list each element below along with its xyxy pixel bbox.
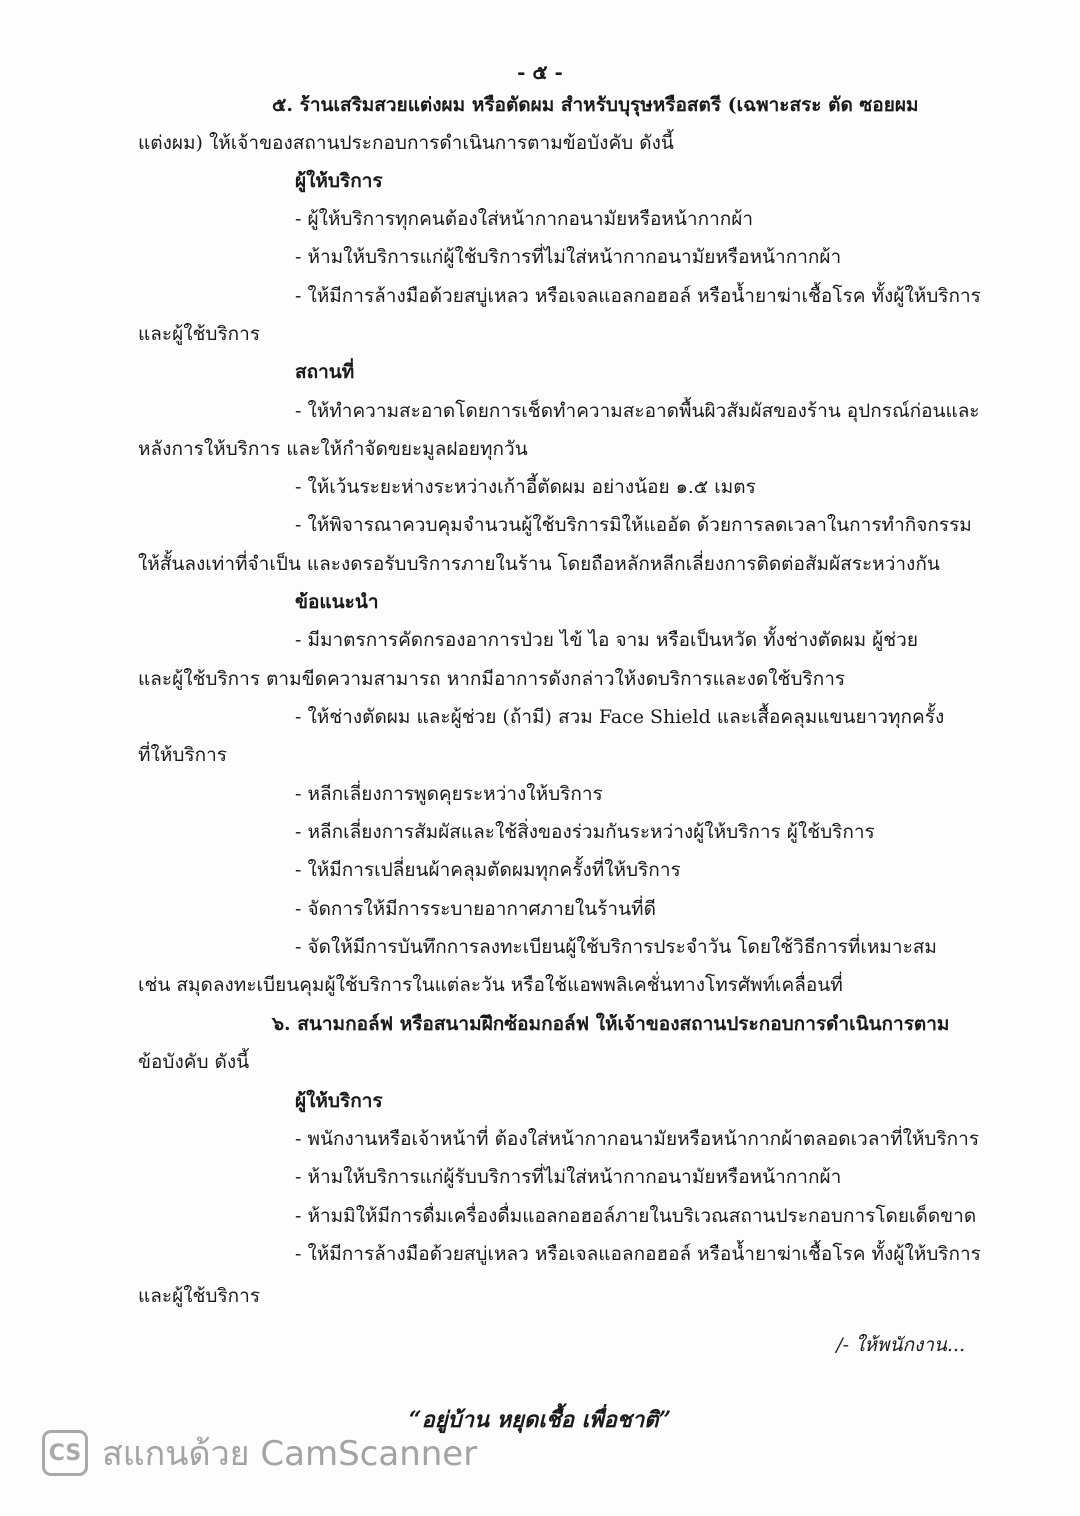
- body-line: และผู้ใช้บริการ: [138, 1285, 261, 1307]
- bullet-line: - ห้ามให้บริการแก่ผู้ใช้บริการที่ไม่ใส่หน้ากากอนามัยหรือหน้ากากผ้า: [295, 246, 842, 268]
- continuation-note: /- ให้พนักงาน...: [836, 1334, 965, 1356]
- bullet-line: - พนักงานหรือเจ้าหน้าที่ ต้องใส่หน้ากากอนามัยหรือหน้ากากผ้าตลอดเวลาที่ให้บริการ: [295, 1128, 980, 1150]
- subheading-place: สถานที่: [295, 361, 355, 383]
- bullet-line: - ให้มีการเปลี่ยนผ้าคลุมตัดผมทุกครั้งที่ให้บริการ: [295, 859, 681, 881]
- bullet-line: - ให้มีการล้างมือด้วยสบู่เหลว หรือเจลแอลกอฮอล์ หรือน้ำยาฆ่าเชื้อโรค ทั้งผู้ให้บริการ: [295, 285, 981, 307]
- body-line: และผู้ใช้บริการ: [138, 323, 261, 345]
- bullet-line: - ให้มีการล้างมือด้วยสบู่เหลว หรือเจลแอลกอฮอล์ หรือน้ำยาฆ่าเชื้อโรค ทั้งผู้ให้บริการ: [295, 1243, 981, 1265]
- bullet-line: - ให้ทำความสะอาดโดยการเช็ดทำความสะอาดพื้นผิวสัมผัสของร้าน อุปกรณ์ก่อนและ: [295, 400, 980, 422]
- bullet-line: - ห้ามให้บริการแก่ผู้รับบริการที่ไม่ใส่หน้ากากอนามัยหรือหน้ากากผ้า: [295, 1166, 842, 1188]
- camscanner-watermark: [42, 1426, 477, 1480]
- section-5-heading: ๕. ร้านเสริมสวยแต่งผม หรือตัดผม สำหรับบุรุษหรือสตรี (เฉพาะสระ ตัด ซอยผม: [272, 94, 919, 116]
- bullet-line: - ห้ามมิให้มีการดื่มเครื่องดื่มแอลกอฮอล์ภายในบริเวณสถานประกอบการโดยเด็ดขาด: [295, 1205, 977, 1227]
- body-line: หลังการให้บริการ และให้กำจัดขยะมูลฝอยทุกวัน: [138, 438, 528, 460]
- watermark-text: สแกนด้วย CamScanner: [102, 1434, 478, 1474]
- subheading-provider: ผู้ให้บริการ: [295, 1090, 383, 1112]
- bullet-line: - ให้เว้นระยะห่างระหว่างเก้าอี้ตัดผม อย่างน้อย ๑.๕ เมตร: [295, 476, 756, 498]
- footer-motto: “อยู่บ้าน หยุดเชื้อ เพื่อชาติ”: [408, 1407, 672, 1433]
- body-line: ที่ให้บริการ: [138, 744, 227, 766]
- bullet-line: - จัดให้มีการบันทึกการลงทะเบียนผู้ใช้บริการประจำวัน โดยใช้วิธีการที่เหมาะสม: [295, 936, 937, 958]
- body-line: ให้สั้นลงเท่าที่จำเป็น และงดรอรับบริการภายในร้าน โดยถือหลักหลีกเลี่ยงการติดต่อสัมผัสระหว่างกัน: [138, 553, 940, 575]
- section-6-heading: ๖. สนามกอล์ฟ หรือสนามฝึกซ้อมกอล์ฟ ให้เจ้าของสถานประกอบการดำเนินการตาม: [272, 1013, 950, 1035]
- bullet-line: - จัดการให้มีการระบายอากาศภายในร้านที่ดี: [295, 898, 656, 920]
- bullet-line: - ผู้ให้บริการทุกคนต้องใส่หน้ากากอนามัยหรือหน้ากากผ้า: [295, 208, 754, 230]
- subheading-provider: ผู้ให้บริการ: [295, 170, 383, 192]
- bullet-line: - มีมาตรการคัดกรองอาการป่วย ไข้ ไอ จาม หรือเป็นหวัด ทั้งช่างตัดผม ผู้ช่วย: [295, 629, 918, 651]
- subheading-advice: ข้อแนะนำ: [295, 591, 379, 613]
- body-line: และผู้ใช้บริการ ตามขีดความสามารถ หากมีอาการดังกล่าวให้งดบริการและงดใช้บริการ: [138, 668, 846, 690]
- bullet-line: - ให้ช่างตัดผม และผู้ช่วย (ถ้ามี) สวม Face Shield และเสื้อคลุมแขนยาวทุกครั้ง: [295, 706, 945, 728]
- page-number: - ๕ -: [517, 60, 563, 84]
- camscanner-logo-icon: CS: [42, 1430, 88, 1476]
- body-line: ข้อบังคับ ดังนี้: [138, 1051, 250, 1073]
- bullet-line: - ให้พิจารณาควบคุมจำนวนผู้ใช้บริการมิให้แออัด ด้วยการลดเวลาในการทำกิจกรรม: [295, 514, 972, 536]
- bullet-line: - หลีกเลี่ยงการพูดคุยระหว่างให้บริการ: [295, 783, 603, 805]
- body-line: แต่งผม) ให้เจ้าของสถานประกอบการดำเนินการตามข้อบังคับ ดังนี้: [138, 132, 674, 154]
- bullet-line: - หลีกเลี่ยงการสัมผัสและใช้สิ่งของร่วมกันระหว่างผู้ให้บริการ ผู้ใช้บริการ: [295, 821, 875, 843]
- body-line: เช่น สมุดลงทะเบียนคุมผู้ใช้บริการในแต่ละวัน หรือใช้แอพพลิเคชั่นทางโทรศัพท์เคลื่อนที่: [138, 974, 843, 996]
